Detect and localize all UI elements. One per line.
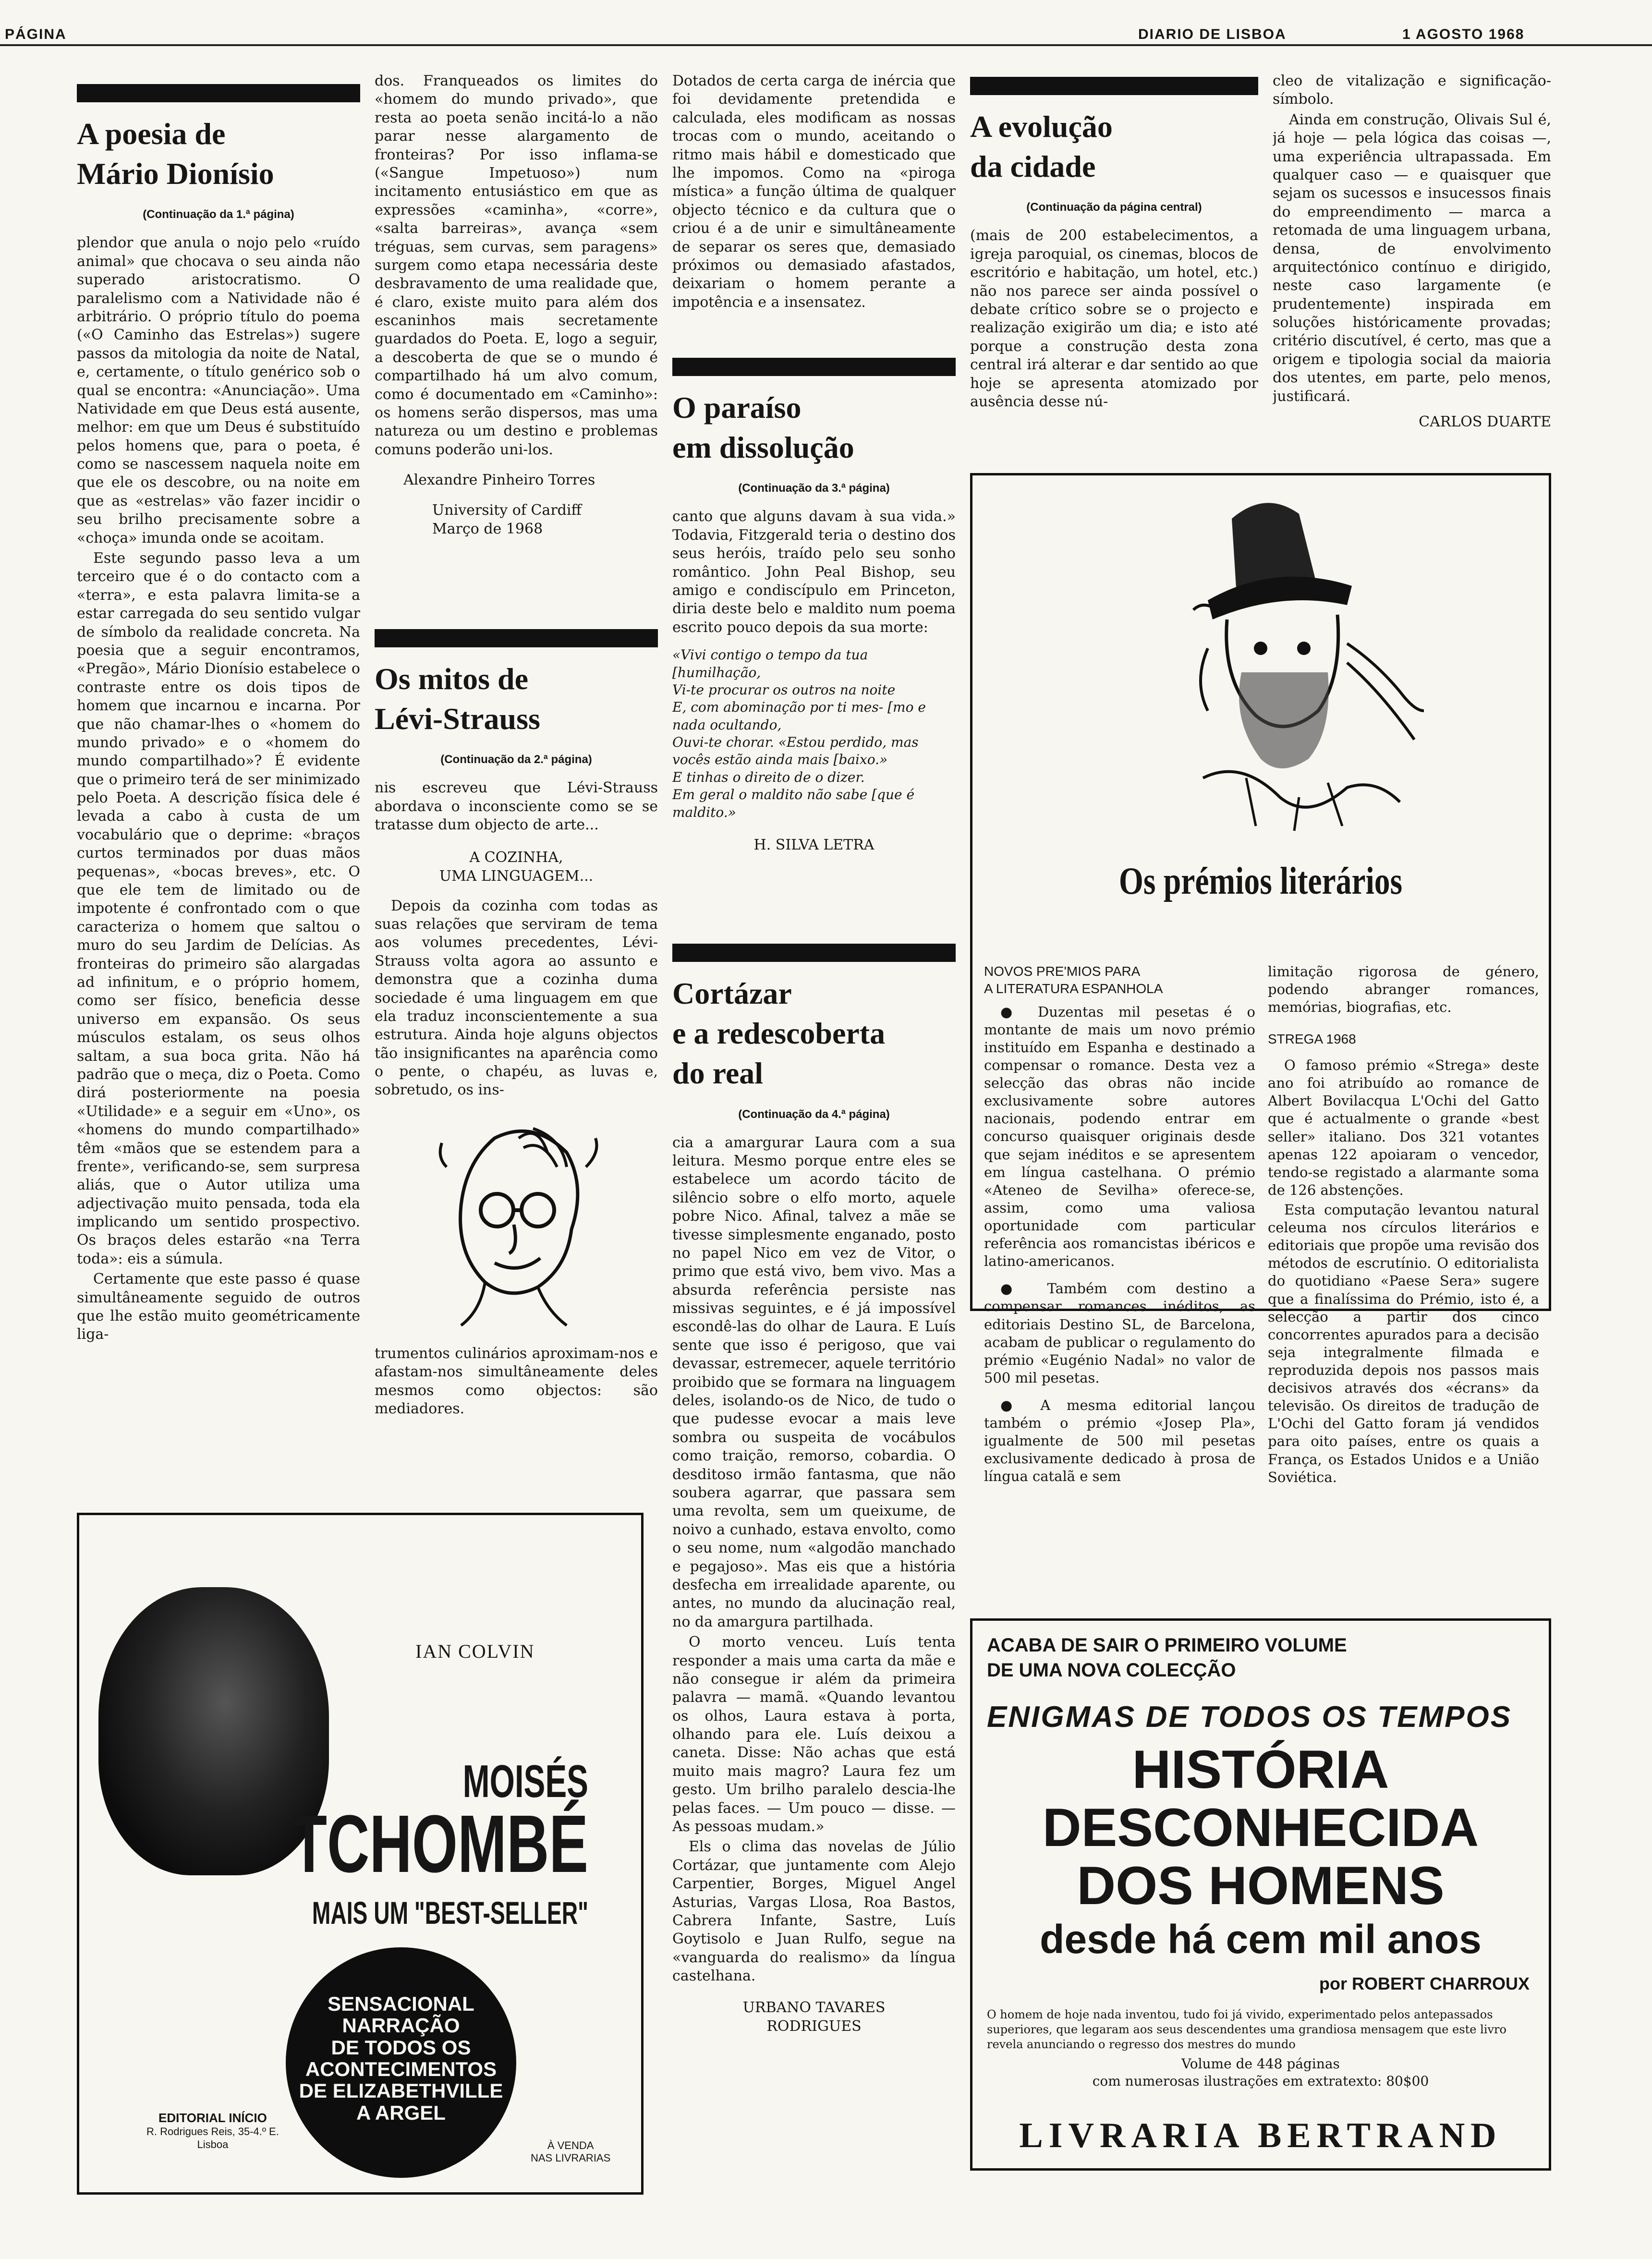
evolucao-headline: A evolução da cidade <box>970 109 1113 184</box>
ad-author: IAN COLVIN <box>415 1640 535 1662</box>
evolucao-continuation <box>1273 72 1551 437</box>
paragraph: Els o clima das novelas de Júlio Cortázar, que juntamente com Alejo Carpentier, Borges, Miguel Angel Asturias, Vargas Llosa, Roa Bastos, Cabrera Infante, Sastre, Luís Goytisolo e Juan Rulfo, segue na «vanguarda do realismo» da língua castelhana. <box>672 1838 956 1985</box>
levi-strauss-caricature <box>375 1109 658 1335</box>
poesia-article <box>77 84 360 1486</box>
continuation-note: (Continuação da 1.ª página) <box>143 208 294 221</box>
paraiso-article <box>672 358 956 924</box>
paragraph: Depois da cozinha com todas as suas relações que serviram de tema aos volumes precedentes, Lévi-Strauss volta agora ao assunto e demonstra que a cozinha duma sociedade é uma linguagem em que ela traduz inconscientemente a sua estrutura. Ainda hoje alguns objectos tão insignificantes na aparência como o pente, o chapéu, as luvas e, sobretudo, os ins- <box>375 897 658 1099</box>
poesia-continuation <box>375 72 658 610</box>
section-rule <box>672 944 956 962</box>
series-title: ENIGMAS DE TODOS OS TEMPOS <box>987 1700 1512 1734</box>
continuation-note: (Continuação da 2.ª página) <box>440 753 592 766</box>
publisher-info: EDITORIAL INÍCIO R. Rodrigues Reis, 35-4.º E. Lisboa <box>146 2111 279 2150</box>
paragraph: O famoso prémio «Strega» deste ano foi atribuído ao romance de Albert Bovilacqua L'Ochi del Gatto que é actualmente o grande «best seller» italiano. Dos 321 votantes apenas 122 apoiaram o vencedor, tendo-se registado a alarmante soma de 126 abstenções. <box>1268 1057 1539 1198</box>
author-name: Alexandre Pinheiro Torres <box>403 472 595 489</box>
book-author: por ROBERT CHARROUX <box>1319 1974 1530 1993</box>
article-body <box>77 234 360 1344</box>
author-name: H. SILVA LETRA <box>753 837 875 854</box>
bertrand-ad <box>970 1618 1551 2171</box>
hat-figure-illustration <box>1174 490 1443 836</box>
paragraph: canto que alguns davam à sua vida.» Todavia, Fitzgerald teria o destino dos seus heróis, traído pelo seu sonho romântico. John Peal Bishop, seu amigo e condiscípulo em Princeton, diria deste belo e maldito num poema escrito pouco depois da sua morte: <box>672 508 956 636</box>
author-name: CARLOS DUARTE <box>1419 413 1551 431</box>
bullet-item: ● Duzentas mil pesetas é o montante de mais um novo prémio instituído em Espanha e destinado a compensar o romance. Desta vez a selecção das obras não incide exclusivamente sobre autores nacionais, podendo entrar em concurso quaisquer originais desde que sejam inéditos e se apresentem em língua castelhana. O prémio «Ateneo de Sevilha» oferece-se, assim, como uma valiosa oportunidade com particular referência aos romancistas ibéricos e latino-americanos. <box>984 1003 1255 1270</box>
newspaper-name: DIARIO DE LISBOA <box>1138 26 1287 42</box>
author-name: URBANO TAVARES RODRIGUES <box>742 1999 886 2035</box>
book-details: Volume de 448 páginas com numerosas ilustrações em extratexto: 80$00 <box>1092 2056 1429 2089</box>
premios-col1 <box>984 963 1255 1488</box>
page-label: PÁGINA <box>5 26 67 42</box>
bullet-icon: ● <box>1000 1280 1047 1297</box>
bullet-icon: ● <box>1000 1397 1041 1413</box>
paragraph: Ainda em construção, Olivais Sul é, já hoje — pela lógica das coisas —, uma experiência ultrapassada. Em qualquer caso — e quaisquer que sejam os sucessos e insucessos finais do empreendimento — marca a retomada de uma linguagem urbana, densa, de envolvimento arquitectónico contínuo e dirigido, neste caso largamente (e prudentemente) inspirada em soluções históricamente provadas; critério discutível, é certo, mas que a origem e tipologia social da maioria dos utentes, em parte, pelo menos, justificará. <box>1273 111 1551 405</box>
poesia-headline: A poesia de Mário Dionísio <box>77 117 274 191</box>
ad-title-line2: TCHOMBÉ <box>291 1798 588 1890</box>
continuation-note: (Continuação da página central) <box>1026 201 1202 214</box>
paragraph: Esta computação levantou natural celeuma nos círculos literários e editoriais que propõe uma revisão dos métodos de escrutínio. O editorialista do quotidiano «Paese Sera» sugere que a finalíssima do Prémio, isto é, a selecção a partir dos cinco concorrentes apurados para a decisão seja integralmente filmada e reproduzida depois nos passos mais decisivos através dos «écrans» da televisão. Os direitos de tradução de L'Ochi del Gatto foram já vendidos para oito países, entre os quais a França, os Estados Unidos e a União Soviética. <box>1268 1202 1539 1485</box>
paragraph: Certamente que este passo é quase simultâneamente seguido de outros que lhe estão muito geométricamente liga- <box>77 1271 360 1343</box>
paragraph: cleo de vitalização e significação-símbolo. <box>1273 73 1551 108</box>
paraiso-headline: O paraíso em dissolução <box>672 390 854 465</box>
paragraph: Dotados de certa carga de inércia que foi devidamente pretendida e calculada, eles modificam as nossas trocas com o mundo, aceitando o ritmo mais hábil e domesticado que lhe impomos. Como na «piroga mística» a função última de qualquer objecto técnico e da cultura que o criou é a de unir e simultâneamente de separar os seres que, demasiado próximos ou demasiado afastados, deixariam o homem perante a impotência e a insensatez. <box>672 73 956 311</box>
paragraph: Este segundo passo leva a um terceiro que é o do contacto com a «terra», e esta palavra limita-se a estar carregada do seu sentido vulgar de símbolo da realidade concreta. Na poesia que a seguir encontramos, «Pregão», Mário Dionísio estabelece o contraste entre os dois tipos de homem que incarnou e incarna. Por que não chamar-lhes o «homem do mundo privado» e o «homem do mundo compartilhado»? É evidente que o primeiro terá de ser minimizado pelo Poeta. A descrição física dele é levada a cabo à custa de um vocabulário que o deprime: «braços curtos terminados por duas mãos pequenas», «bocas breves», etc. O que ele tem de limitado ou de impotente é confrontado com o que caracteriza o homem que saltou o muro do seu Jardim de Delícias. As fronteiras do primeiro são alargadas ad infinitum, e o próprio homem, como ser físico, beneficia desse universo em expansão. Os seus músculos estalam, os seus olhos saltam, a sua boca grita. Não há padrão que o meça, diz o Poeta. Como dirá posteriormente na poesia «Utilidade» e a seguir em «Uno», os «homens do mundo compartilhado» têm «mãos que se estendem para a frente», verificando-se, sem surpresa aliás, que o Autor utiliza uma adjectivação muito pensada, toda ela implicando um sentido prospectivo. Os braços deles estarão «na Terra toda»: eis a súmula. <box>77 550 360 1267</box>
section-rule <box>970 77 1258 95</box>
premios-headline: Os prémios literários <box>1118 860 1403 902</box>
levi-subhead: A COZINHA, UMA LINGUAGEM... <box>439 849 594 885</box>
section-rule <box>672 358 956 376</box>
ad-intro: ACABA DE SAIR O PRIMEIRO VOLUME DE UMA NOVA COLECÇÃO <box>987 1635 1347 1681</box>
continuation-note: (Continuação da 4.ª página) <box>738 1107 890 1121</box>
paragraph: cia a amargurar Laura com a sua leitura. Mesmo porque entre eles se estabelece um acordo tácito de silêncio sobre o elfo morto, aquele pobre Nico. Afinal, talvez a mãe se tivesse simplesmente enganado, posto no papel Nico em vez de Vitor, o primo que está vivo, bem vivo. Mas a absurda referência persiste nas missivas seguintes, e é já impossível escondê-las do olhar de Laura. E Luís sente que isso é perigoso, que vai devassar, estremecer, aquele território proibido que se formara na linguagem deles, isolando-os de Nico, de tudo o que pudesse evocar a mais leve sombra ou suspeita de vocábulos como traição, remorso, cobardia. O desditoso irmão fantasma, que não soubera agarrar, que passara sem uma revolta, sem um queixume, de noivo a cunhado, estava envolto, como o seu nome, num «algodão manchado e pegajoso». Mas eis que a história desfecha em irrealidade aparente, ou antes, no mundo da alucinação real, no da amargura partilhada. <box>672 1134 956 1630</box>
paragraph: dos. Franqueados os limites do «homem do mundo privado», que resta ao poeta senão incitá-lo a não parar nesse alargamento de fronteiras? Por isso inflama-se («Sangue Impetuoso») num incitamento entusiástico em que as expressões «caminha», «corre», «salta barreiras», avança «sem tréguas, sem curvas, sem paragens» surgem como etapa necessária deste desbravamento de uma realidade que, é claro, existe muito para além dos escaninhos mais secretamente guardados do Poeta. E, logo a seguir, a descoberta de que se o mundo é compartilhado há um alvo comum, como é documentado em «Caminho»: os homens serão dispersos, mas uma natureza ou um destino e problemas comuns poderão uni-los. <box>375 73 658 458</box>
issue-date: 1 AGOSTO 1968 <box>1402 26 1525 42</box>
cortazar-article <box>672 944 956 2192</box>
ad-circle-badge: SENSACIONAL NARRAÇÃO DE TODOS OS ACONTECIMENTOS DE ELIZABETHVILLE A ARGEL <box>286 1947 516 2178</box>
cortazar-headline: Cortázar e a redescoberta do real <box>672 976 886 1091</box>
paragraph: nis escreveu que Lévi-Strauss abordava o inconsciente como se se tratasse dum objecto de arte... <box>375 779 658 834</box>
bullet-icon: ● <box>1000 1003 1038 1020</box>
objects-continuation <box>672 72 956 346</box>
book-blurb: O homem de hoje nada inventou, tudo foi já vivido, experimentado pelos antepassados superiores, que legaram aos seus descendentes uma grandiosa mensagem que este livro revela anunciando o regresso dos mestres do mundo <box>987 2008 1506 2052</box>
author-affiliation: University of Cardiff <box>432 502 582 519</box>
paragraph: (mais de 200 estabelecimentos, a igreja paroquial, os cinemas, blocos de escritório e habitação, um hotel, etc.) não nos parece ser ainda possível o debate crítico sobre se o projecto e realização exigirão um dia; e isto até porque a construção desta zona central irá alterar e dar sentido ao que hoje se apresenta atomizado por ausência desse nú- <box>970 227 1258 410</box>
tchombe-ad <box>77 1513 644 2195</box>
paragraph: plendor que anula o nojo pelo «ruído animal» que chocava o seu ainda não superado aristocratismo. O paralelismo com a Natividade não é arbitrário. O próprio título do poema («O Caminho das Estrelas») sugere passos da mitologia da noite de Natal, e, certamente, o título genérico sob o qual se encontra: «Anunciação». Uma Natividade em que Deus está ausente, melhor: em que um Deus é substituído pelos homens que, para o poeta, é como se nascessem naquela noite em que ele os descobre, ou na noite em que as «estrelas» vão fazer incidir o seu brilho precisamente sobre a «choça» imunda onde se acoitam. <box>77 234 360 547</box>
paragraph: limitação rigorosa de género, podendo abranger romances, memórias, biografias, etc. <box>1268 963 1539 1016</box>
subhead: STREGA 1968 <box>1268 1032 1356 1047</box>
continuation-note: (Continuação da 3.ª página) <box>738 482 890 495</box>
section-rule <box>375 629 658 647</box>
levi-headline: Os mitos de Lévi-Strauss <box>375 662 540 736</box>
header-rule <box>0 44 1652 46</box>
bullet-item: ● A mesma editorial lançou também o prémio «Josep Pla», igualmente de 500 mil pesetas exclusivamente dedicado à prosa de língua catalã e sem <box>984 1397 1255 1485</box>
premios-box <box>970 473 1551 1485</box>
book-title: HISTÓRIA DESCONHECIDA DOS HOMENS <box>1042 1739 1479 1916</box>
article-date: Março de 1968 <box>432 521 543 538</box>
section-rule <box>77 84 360 102</box>
poem: «Vivi contigo o tempo da tua [humilhação, Vi-te procurar os outros na noite E, com abominação por ti mes- [mo e nada ocultando, Ouvi-te chorar. «Estou perdido, mas vocês estão ainda mais [baixo.» E tinhas o direito de o dizer. Em geral o maldito não sabe [que é maldito.» <box>672 647 926 820</box>
paragraph: trumentos culinários aproximam-nos e afastam-nos simultâneamente deles mesmos como objectos: são mediadores. <box>375 1345 658 1418</box>
premios-col2 <box>1268 963 1539 1488</box>
paragraph: O morto venceu. Luís tenta responder a mais uma carta da mãe e não consegue ir além da primeira palavra — mamã. «Quando levantou os olhos, Laura estava à porta, olhando para ele. Luís deixou a caneta. Disse: Não achas que está muito mais magro? Laura fez um gesto. Um brilho paralelo descia-lhe pelas faces. — Um pouco — disse. — As pessoas mudam.» <box>672 1634 956 1835</box>
ad-title-line1: MOISÉS <box>462 1756 588 1807</box>
bullet-item: ● Também com destino a compensar romances inéditos, as editoriais Destino SL, de Barcelona, acabam de publicar o regulamento do prémio «Eugénio Nadal» no valor de 500 mil pesetas. <box>984 1280 1255 1386</box>
bookstore-name: LIVRARIA BERTRAND <box>1019 2116 1502 2155</box>
evolucao-article <box>970 77 1258 461</box>
ad-tagline: MAIS UM "BEST-SELLER" <box>312 1895 588 1931</box>
sale-note: À VENDA NAS LIVRARIAS <box>531 2139 611 2164</box>
book-subtitle: desde há cem mil anos <box>1040 1917 1482 1962</box>
subhead: NOVOS PRE'MIOS PARA A LITERATURA ESPANHOLA <box>984 964 1163 996</box>
levi-strauss-article <box>375 629 658 1484</box>
